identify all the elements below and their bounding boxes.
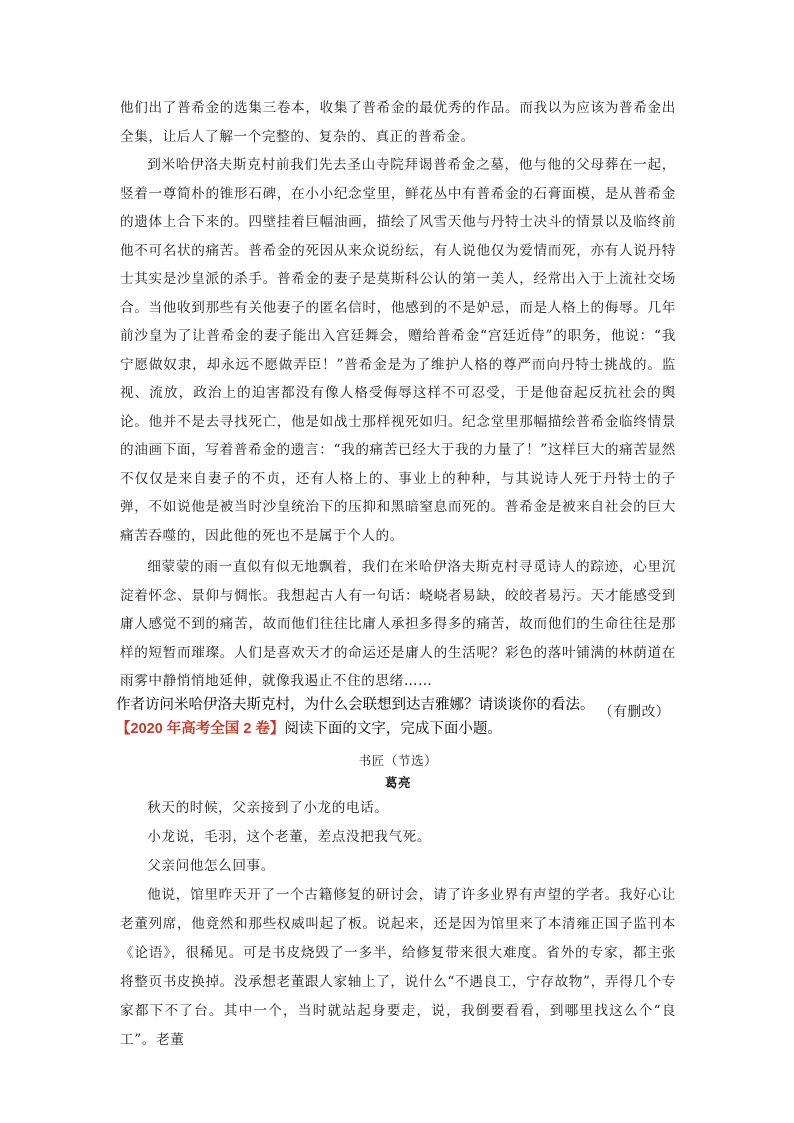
paragraph-1: 他们出了普希金的选集三卷本，收集了普希金的最优秀的作品。而我以为应该为普希金出全集，让后人了解一个完整的、复杂的、真正的普希金。 <box>120 100 676 145</box>
edit-note: （有删改） <box>599 703 670 720</box>
passage-2 <box>120 750 676 1055</box>
passage-2-author: 葛亮 <box>384 775 412 790</box>
source-line <box>116 718 696 740</box>
question-text: 作者访问米哈伊洛夫斯克村，为什么会联想到达吉雅娜？请谈谈你的看法。 <box>116 697 595 713</box>
passage-2-line-2: 小龙说，毛羽，这个老董，差点没把我气死。 <box>147 829 432 845</box>
source-instruction: 阅读下面的文字，完成下面小题。 <box>284 721 502 737</box>
source-label: 【2020 年高考全国 2 卷】 <box>116 721 285 737</box>
question-block <box>116 694 696 740</box>
passage-2-line-1: 秋天的时候，父亲接到了小龙的电话。 <box>147 800 389 816</box>
passage-excerpt <box>120 94 676 720</box>
paragraph-2: 到米哈伊洛夫斯克村前我们先去圣山寺院拜谒普希金之墓，他与他的父母葬在一起，竖着一尊简朴的锥形石碑，在小小纪念堂里，鲜花丛中有普希金的石膏面模，是从普希金的遗体上合下来的。四壁挂着巨幅油画，描绘了风雪天他与丹特士决斗的情景以及临终前他不可名状的痛苦。普希金的死因从来众说纷纭，有人说他仅为爱情而死，亦有人说丹特士其实是沙皇派的杀手。普希金的妻子是莫斯科公认的第一美人，经常出入于上流社交场合。当他收到那些有关他妻子的匿名信时，他感到的不是妒忌，而是人格上的侮辱。几年前沙皇为了让普希金的妻子能出入宫廷舞会，赠给普希金“宫廷近侍”的职务，他说：“我宁愿做奴隶，却永远不愿做弄臣！”普希金是为了维护人格的尊严而向丹特士挑战的。监视、流放，政治上的迫害都没有像人格受侮辱这样不可忍受，于是他奋起反抗社会的舆论。他并不是去寻找死亡，他是如战士那样视死如归。纪念堂里那幅描绘普希金临终情景的油画下面，写着普希金的遗言：“我的痛苦已经大于我的力量了！”这样巨大的痛苦显然不仅仅是来自妻子的不贞，还有人格上的、事业上的种种，与其说诗人死于丹特士的子弹，不如说他是被当时沙皇统治下的压抑和黑暗窒息而死的。普希金是被来自社会的巨大痛苦吞噬的，因此他的死也不是属于个人的。 <box>120 157 676 544</box>
paragraph-3: 细蒙蒙的雨一直似有似无地飘着，我们在米哈伊洛夫斯克村寻觅诗人的踪迹，心里沉淀着怀念、景仰与惆怅。我想起古人有一句话：峣峣者易缺，皎皎者易污。天才能感受到庸人感觉不到的痛苦，故而他们往往比庸人承担多得多的痛苦，故而他们的生命往往是那样的短暂而璀璨。人们是喜欢天才的命运还是庸人的生活呢？彩色的落叶铺满的林荫道在雨雾中静悄悄地延伸，就像我遏止不住的思绪…… <box>120 559 676 689</box>
passage-2-line-3: 父亲问他怎么回事。 <box>147 858 275 874</box>
passage-2-title: 书匠（节选） <box>358 753 438 768</box>
passage-2-line-4: 他说，馆里昨天开了一个古籍修复的研讨会，请了许多业界有声望的学者。我好心让老董列席，他竟然和那些权威叫起了板。说起来，还是因为馆里来了本清雍正国子监刊本《论语》，很稀见。可是书皮烧毁了一多半，给修复带来很大难度。省外的专家，都主张将整页书皮换掉。没承想老董跟人家轴上了，说什么“不遇良工，宁存故物”，弄得几个专家都下不了台。其中一个，当时就站起身要走，说，我倒要看看，到哪里找这么个“良工”。老董 <box>120 887 676 1048</box>
